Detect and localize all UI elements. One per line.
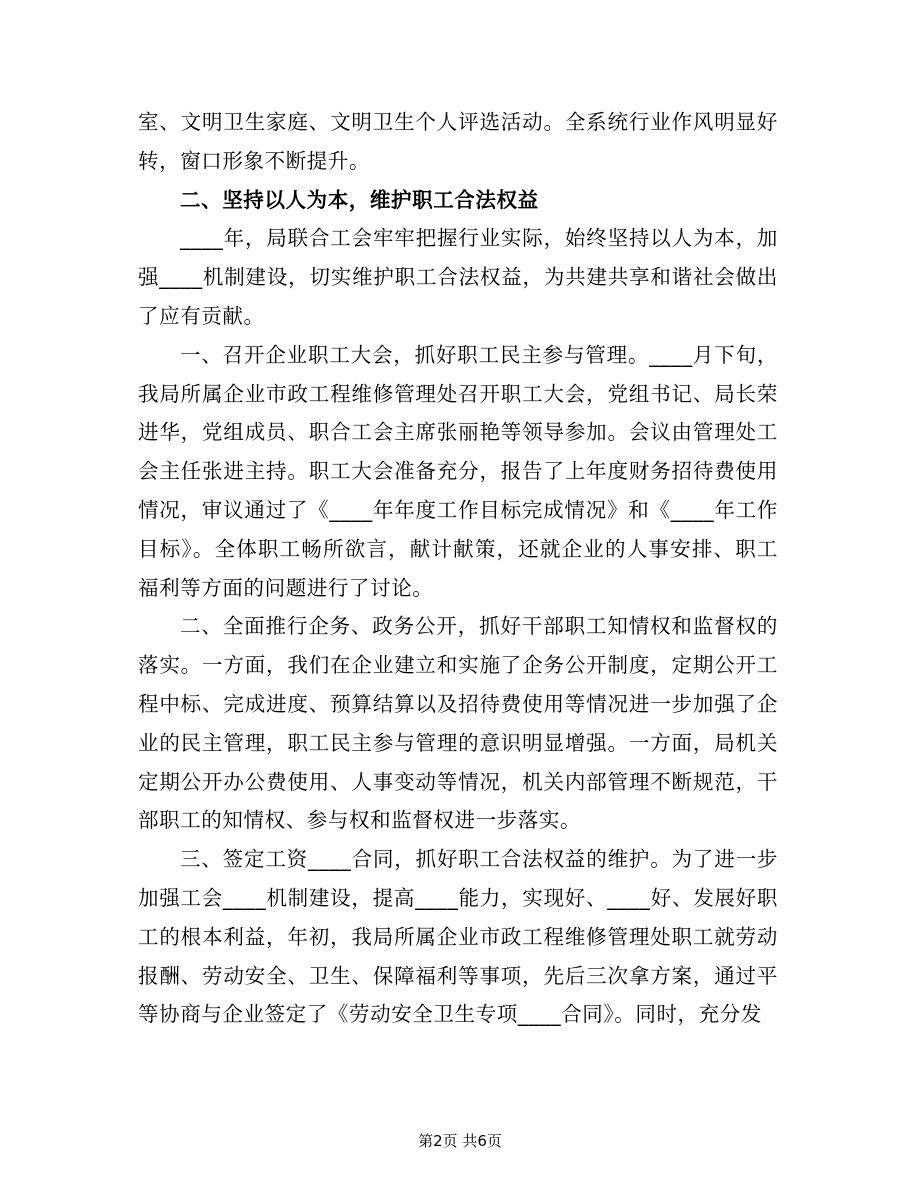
paragraph-item-3: 三、签定工资____合同，抓好职工合法权益的维护。为了进一步加强工会____机制建设，提高____能力，实现好、____好、发展好职工的根本利益，年初，我局所属企业市政工程维修管理处职工就劳动报酬、劳动安全、卫生、保障福利等事项，先后三次拿方案，通过平等协商与企业签定了《劳动安全卫生专项____合同》。同时，充分发 xyxy=(138,847,778,1027)
paragraph-continued: 室、文明卫生家庭、文明卫生个人评选活动。全系统行业作风明显好转，窗口形象不断提升。 xyxy=(138,110,778,173)
paragraph-intro: ____年，局联合工会牢牢把握行业实际，始终坚持以人为本，加强____机制建设，切实维护职工合法权益，为共建共享和谐社会做出了应有贡献。 xyxy=(138,226,778,328)
document-body xyxy=(138,103,778,1034)
page-number-footer: 第2页 共6页 xyxy=(418,1132,502,1150)
paragraph-item-2: 二、全面推行企务、政务公开，抓好干部职工知情权和监督权的落实。一方面，我们在企业建立和实施了企务公开制度，定期公开工程中标、完成进度、预算结算以及招待费使用等情况进一步加强了企业的民主管理，职工民主参与管理的意识明显增强。一方面，局机关定期公开办公费使用、人事变动等情况，机关内部管理不断规范，干部职工的知情权、参与权和监督权进一步落实。 xyxy=(138,614,778,833)
section-heading: 二、坚持以人为本，维护职工合法权益 xyxy=(180,187,539,212)
paragraph-item-1: 一、召开企业职工大会，抓好职工民主参与管理。____月下旬，我局所属企业市政工程维修管理处召开职工大会，党组书记、局长荣进华，党组成员、职合工会主席张丽艳等领导参加。会议由管理处工会主任张进主持。职工大会准备充分，报告了上年度财务招待费使用情况，审议通过了《____年年度工作目标完成情况》和《____年工作目标》。全体职工畅所欲言，献计献策，还就企业的人事安排、职工福利等方面的问题进行了讨论。 xyxy=(138,342,778,600)
